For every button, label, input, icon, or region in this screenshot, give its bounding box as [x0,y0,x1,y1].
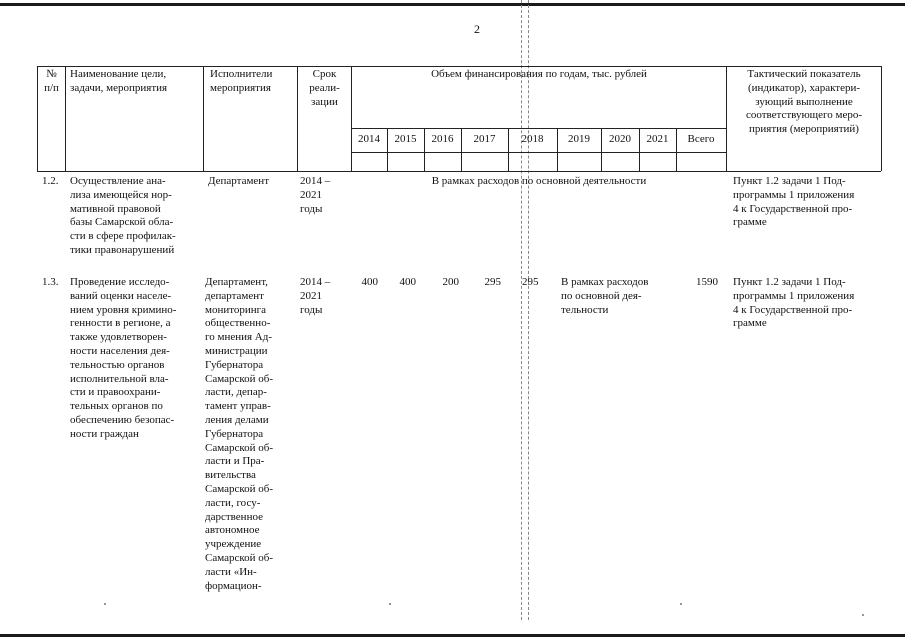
year-total: Всего [687,133,715,145]
year-2020: 2020 [609,133,631,145]
row-1-3-2018: 295 [522,276,539,288]
row-1-2-term: 2014 – 2021 годы [300,175,331,215]
row-1-3-total: 1590 [696,276,718,288]
header-executors: Исполнители мероприятия [210,68,273,94]
scan-speck [862,614,864,616]
row-1-3-funding-note: В рамках расходов по основной дея- тельности [561,276,649,316]
row-1-2-num: 1.2. [42,175,59,187]
row-1-2-funding-note: В рамках расходов по основной деятельности [431,175,647,187]
row-1-3-indicator: Пункт 1.2 задачи 1 Под- программы 1 приложения 4 к Государственной про- грамме [733,276,855,330]
year-2014: 2014 [358,133,380,145]
scan-speck [680,603,682,605]
year-2021: 2021 [646,133,669,145]
year-2019: 2019 [568,133,590,145]
row-1-3-num: 1.3. [42,276,59,288]
header-indicator: Тактический показатель (индикатор), характери- зующий выполнение соответствующего меро- приятия (мероприятий) [745,68,863,136]
row-1-2-indicator: Пункт 1.2 задачи 1 Под- программы 1 приложения 4 к Государственной про- грамме [733,175,855,229]
row-1-3-name: Проведение исследо- ваний оценки населе- нием уровня кримино- генности в регионе, а также удовлетворен- ности населения дея- тельностью органов исполнительной вла- сти и правоохрани- тельных органов по обеспечению безопас- ности граждан [70,276,177,440]
year-2018: 2018 [521,133,544,145]
top-rule [0,3,905,6]
scan-speck [104,603,106,605]
page-number: 2 [474,22,480,36]
row-1-2-name: Осуществление ана- лиза имеющейся нор- мативной правовой базы Самарской обла- сти в сфере профилак- тики правонарушений [70,175,176,256]
row-1-3-2014: 400 [361,276,378,288]
bottom-rule [0,634,905,637]
row-1-3-2016: 200 [442,276,459,288]
row-1-3-2017: 295 [484,276,501,288]
row-1-2-executor: Департамент [208,175,270,187]
row-1-3-term: 2014 – 2021 годы [300,276,331,316]
header-funding: Объем финансирования по годам, тыс. рублей [431,68,647,80]
row-1-3-2015: 400 [399,276,416,288]
scan-speck [389,603,391,605]
year-2015: 2015 [394,133,417,145]
year-2016: 2016 [431,133,454,145]
header-term: Срок реали- зации [309,68,340,108]
header-num: № п/п [44,68,59,94]
header-name: Наименование цели, задачи, мероприятия [70,68,168,94]
year-2017: 2017 [473,133,496,145]
row-1-3-executor: Департамент, департамент мониторинга общественно- го мнения Ад- министрации Губернатора Самарской об- ласти, депар- тамент управ- ления делами Губернатора Самарской об- ласти и Пра- вительства Самарской об- ласти, госу- дарственное автономное учреждение Самарской об- ласти «Ин- формацион- [205,276,274,592]
scan-fold-mark [521,0,529,620]
